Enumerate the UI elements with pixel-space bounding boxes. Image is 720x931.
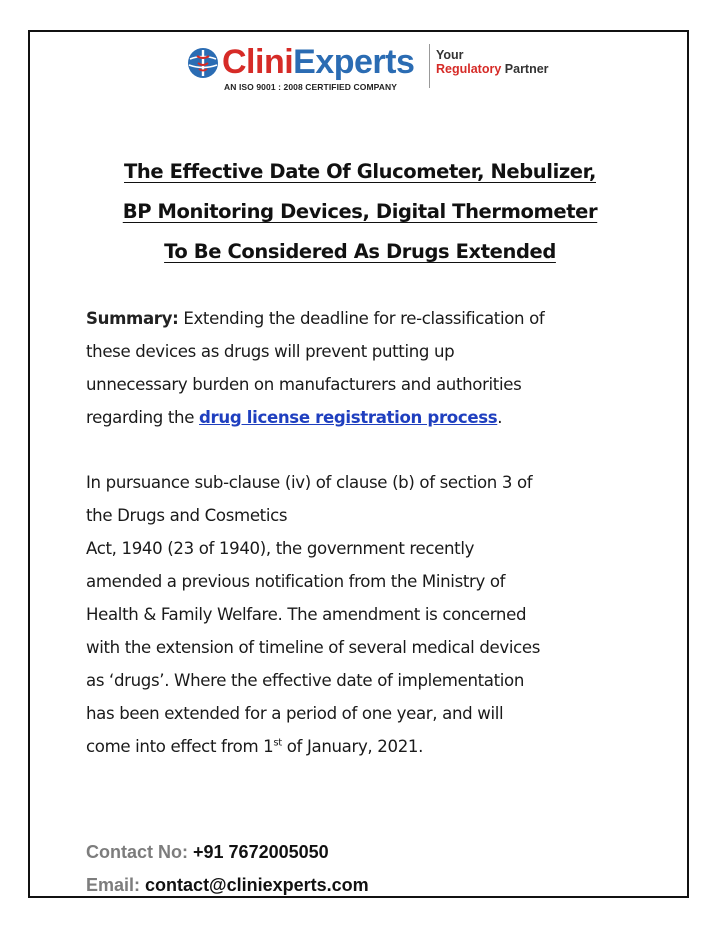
paragraph-line: has been extended for a period of one year, and will [86, 704, 504, 723]
summary-paragraph [86, 302, 646, 434]
summary-line-1: Extending the deadline for re-classification of [183, 309, 545, 328]
tagline: Your Regulatory Partner [436, 48, 549, 76]
paragraph-last-line: come into effect from 1st of January, 2021. [86, 737, 424, 756]
paragraph-line: amended a previous notification from the Ministry of [86, 572, 506, 591]
title-line-2: BP Monitoring Devices, Digital Thermometer [122, 200, 598, 223]
paragraph-line: Act, 1940 (23 of 1940), the government recently [86, 539, 475, 558]
paragraph-line: as ‘drugs’. Where the effective date of implementation [86, 671, 525, 690]
brand-name: CliniExperts [222, 43, 415, 81]
summary-label: Summary: [86, 309, 179, 328]
drug-license-link[interactable]: drug license registration process [199, 408, 498, 427]
phone-number[interactable]: +91 7672005050 [193, 842, 329, 862]
email-address[interactable]: contact@cliniexperts.com [145, 875, 369, 895]
paragraph-line: the Drugs and Cosmetics [86, 506, 288, 525]
certification-text: AN ISO 9001 : 2008 CERTIFIED COMPANY [224, 82, 398, 92]
contact-block [86, 836, 369, 902]
body-paragraph [86, 466, 646, 763]
summary-line-2: these devices as drugs will prevent putting up [86, 342, 455, 361]
page-title [60, 152, 660, 272]
logo-divider [429, 44, 430, 88]
summary-period: . [497, 408, 503, 427]
summary-line-4: regarding the [86, 408, 195, 427]
title-line-1: The Effective Date Of Glucometer, Nebulizer, [124, 160, 596, 183]
paragraph-line: Health & Family Welfare. The amendment is concerned [86, 605, 527, 624]
caduceus-globe-icon [186, 46, 220, 80]
summary-line-3: unnecessary burden on manufacturers and authorities [86, 375, 522, 394]
company-logo[interactable] [186, 42, 556, 94]
paragraph-line: with the extension of timeline of several medical devices [86, 638, 541, 657]
paragraph-line: In pursuance sub-clause (iv) of clause (b) of section 3 of [86, 473, 533, 492]
email-label: Email: [86, 875, 141, 895]
title-line-3: To Be Considered As Drugs Extended [164, 240, 556, 263]
phone-label: Contact No: [86, 842, 188, 862]
